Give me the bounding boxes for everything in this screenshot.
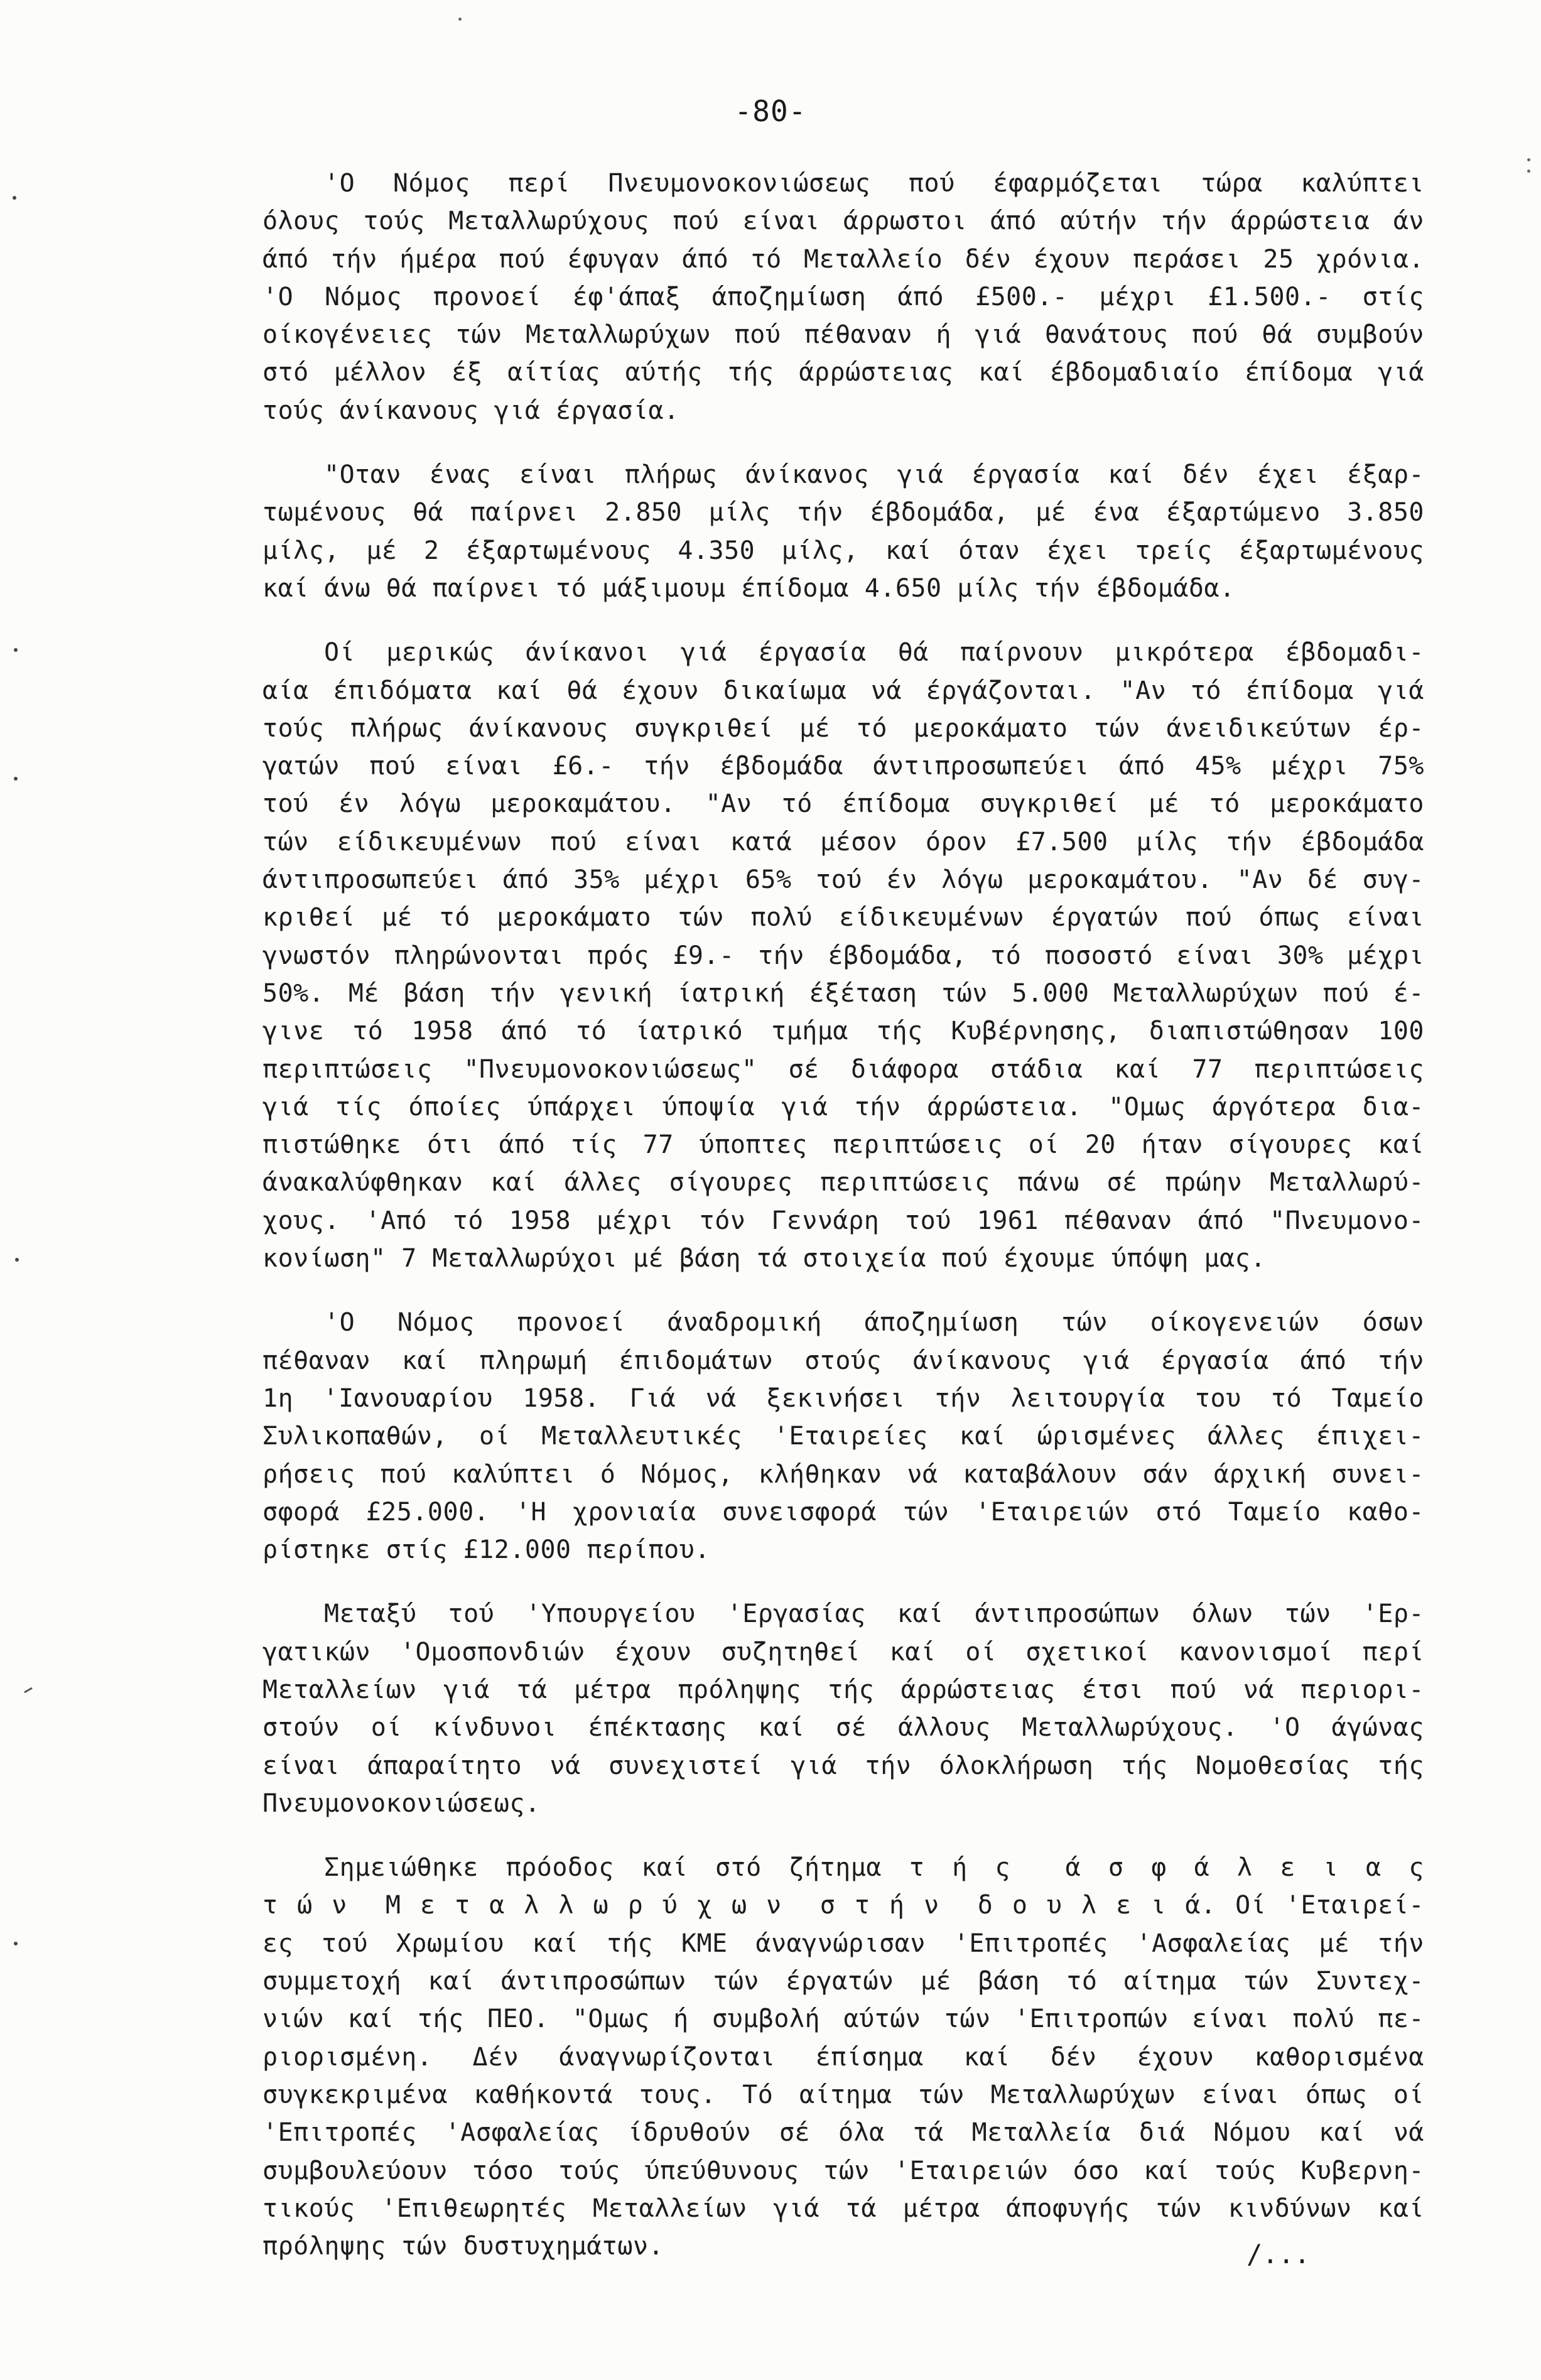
- scan-speck: [1527, 170, 1530, 173]
- text-line: περιπτώσεις "Πνευμονοκονιώσεως" σέ διάφορα στάδια καί 77 περιπτώσεις: [262, 1054, 1424, 1084]
- text-line: 50%. Μέ βάση τήν γενική ίατρική έξέταση τών 5.000 Μεταλλωρύχων πού έ-: [262, 978, 1424, 1008]
- paragraph-4: [262, 1304, 1424, 1569]
- text-line: γατικών 'Ομοσπονδιών έχουν συζητηθεί καί οί σχετικοί κανονισμοί περί: [262, 1637, 1424, 1667]
- paragraph-6: [262, 1849, 1424, 2265]
- text-line: τούς άνίκανους γιά έργασία.: [262, 396, 679, 425]
- text-line: Πνευμονοκονιώσεως.: [262, 1788, 541, 1818]
- scan-speck: [14, 777, 18, 781]
- paragraph-3: [262, 634, 1424, 1277]
- paragraph-1: [262, 165, 1424, 430]
- text-line: όλους τούς Μεταλλωρύχους πού είναι άρρωστοι άπό αύτήν τήν άρρώστεια άν: [262, 207, 1424, 236]
- text-line: "Οταν ένας είναι πλήρως άνίκανος γιά έργασία καί δέν έχει έξαρ-: [324, 460, 1424, 490]
- scan-speck: [458, 18, 462, 21]
- text-line: χους. 'Από τό 1958 μέχρι τόν Γεννάρη τού 1961 πέθαναν άπό "Πνευμονο-: [262, 1206, 1424, 1235]
- text-line: πέθαναν καί πληρωμή έπιδομάτων στούς άνίκανους γιά έργασία άπό τήν: [262, 1346, 1424, 1375]
- text-line: σφορά £25.000. 'Η χρονιαία συνεισφορά τών 'Εταιρειών στό Ταμείο καθο-: [262, 1497, 1424, 1527]
- text-line: 1η 'Ιανουαρίου 1958. Γιά νά ξεκινήσει τήν λειτουργία του τό Ταμείο: [262, 1383, 1424, 1413]
- scan-speck: [14, 1942, 18, 1945]
- text-line: τωμένους θά παίρνει 2.850 μίλς τήν έβδομάδα, μέ ένα έξαρτώμενο 3.850: [262, 498, 1424, 527]
- scan-speck: [14, 648, 18, 652]
- text-line: ρήσεις πού καλύπτει ό Νόμος, κλήθηκαν νά καταβάλουν σάν άρχική συνει-: [262, 1459, 1424, 1489]
- text-line: άπό τήν ήμέρα πού έφυγαν άπό τό Μεταλλείο δέν έχουν περάσει 25 χρόνια.: [262, 244, 1424, 274]
- text-line: 'Επιτροπές 'Ασφαλείας ίδρυθούν σέ όλα τά Μεταλλεία διά Νόμου καί νά: [262, 2118, 1424, 2148]
- text-line: γιά τίς όποίες ύπάρχει ύποψία γιά τήν άρρώστεια. "Ομως άργότερα δια-: [262, 1092, 1424, 1122]
- text-line: μίλς, μέ 2 έξαρτωμένους 4.350 μίλς, καί όταν έχει τρείς έξαρτωμένους: [262, 536, 1424, 565]
- text-line: Οί μερικώς άνίκανοι γιά έργασία θά παίρνουν μικρότερα έβδομαδι-: [324, 638, 1424, 668]
- text-line: τ ώ ν Μ ε τ α λ λ ω ρ ύ χ ω ν σ τ ή ν δ ο υ λ ε ι ά. Οί 'Εταιρεί-: [262, 1891, 1424, 1920]
- text-line: τού έν λόγω μεροκαμάτου. "Αν τό έπίδομα συγκριθεί μέ τό μεροκάματο: [262, 789, 1424, 819]
- text-line: ρίστηκε στίς £12.000 περίπου.: [262, 1535, 710, 1565]
- text-line: ριορισμένη. Δέν άναγνωρίζονται έπίσημα καί δέν έχουν καθορισμένα: [262, 2042, 1424, 2072]
- text-line: ες τού Χρωμίου καί τής ΚΜΕ άναγνώρισαν 'Επιτροπές 'Ασφαλείας μέ τήν: [262, 1928, 1424, 1958]
- text-line: πρόληψης τών δυστυχημάτων.: [262, 2232, 664, 2261]
- text-line: στούν οί κίνδυνοι έπέκτασης καί σέ άλλους Μεταλλωρύχους. 'Ο άγώνας: [262, 1713, 1424, 1743]
- text-line: 'Ο Νόμος περί Πνευμονοκονιώσεως πού έφαρμόζεται τώρα καλύπτει: [324, 169, 1424, 198]
- text-line: Συλικοπαθών, οί Μεταλλευτικές 'Εταιρείες καί ώρισμένες άλλες έπιχει-: [262, 1422, 1424, 1451]
- scan-speck: [1527, 158, 1530, 161]
- scan-speck: [13, 196, 16, 200]
- text-line: αία έπιδόματα καί θά έχουν δικαίωμα νά έργάζονται. "Αν τό έπίδομα γιά: [262, 676, 1424, 705]
- scan-speck: [24, 1687, 33, 1694]
- text-line: 'Ο Νόμος προνοεί έφ'άπαξ άποζημίωση άπό £500.- μέχρι £1.500.- στίς: [262, 282, 1424, 311]
- continuation-mark: /...: [1246, 2239, 1311, 2269]
- text-line: τικούς 'Επιθεωρητές Μεταλλείων γιά τά μέτρα άποφυγής τών κινδύνων καί: [262, 2193, 1424, 2223]
- scan-speck: [15, 1258, 19, 1262]
- body-text: [262, 165, 1424, 2291]
- text-line: συμβουλεύουν τόσο τούς ύπεύθυνους τών 'Εταιρειών όσο καί τούς Κυβερνη-: [262, 2156, 1424, 2185]
- text-line: οίκογένειες τών Μεταλλωρύχων πού πέθαναν ή γιά θανάτους πού θά συμβούν: [262, 320, 1424, 350]
- text-line: Μεταξύ τού 'Υπουργείου 'Εργασίας καί άντιπροσώπων όλων τών 'Ερ-: [324, 1599, 1424, 1629]
- text-line: κριθεί μέ τό μεροκάματο τών πολύ είδικευμένων έργατών πού όπως είναι: [262, 903, 1424, 933]
- text-line: άντιπροσωπεύει άπό 35% μέχρι 65% τού έν λόγω μεροκαμάτου. "Αν δέ συγ-: [262, 865, 1424, 895]
- text-line: κονίωση" 7 Μεταλλωρύχοι μέ βάση τά στοιχεία πού έχουμε ύπόψη μας.: [262, 1244, 1266, 1274]
- text-line: 'Ο Νόμος προνοεί άναδρομική άποζημίωση τών οίκογενειών όσων: [324, 1308, 1424, 1338]
- text-line: είναι άπαραίτητο νά συνεχιστεί γιά τήν όλοκλήρωση τής Νομοθεσίας τής: [262, 1751, 1424, 1780]
- text-line: συμμετοχή καί άντιπροσώπων τών έργατών μέ βάση τό αίτημα τών Συντεχ-: [262, 1967, 1424, 1996]
- text-line: Μεταλλείων γιά τά μέτρα πρόληψης τής άρρώστειας έτσι πού νά περιορι-: [262, 1675, 1424, 1704]
- text-line: Σημειώθηκε πρόοδος καί στό ζήτημα τ ή ς ά σ φ ά λ ε ι α ς: [324, 1853, 1424, 1883]
- text-line: τούς πλήρως άνίκανους συγκριθεί μέ τό μεροκάματο τών άνειδικεύτων έρ-: [262, 713, 1424, 743]
- text-line: γατών πού είναι £6.- τήν έβδομάδα άντιπροσωπεύει άπό 45% μέχρι 75%: [262, 752, 1424, 781]
- text-line: νιών καί τής ΠΕΟ. "Ομως ή συμβολή αύτών τών 'Επιτροπών είναι πολύ πε-: [262, 2004, 1424, 2034]
- page-number: -80-: [734, 94, 807, 128]
- text-line: καί άνω θά παίρνει τό μάξιμουμ έπίδομα 4.650 μίλς τήν έβδομάδα.: [262, 573, 1235, 603]
- paragraph-5: [262, 1595, 1424, 1822]
- text-line: γινε τό 1958 άπό τό ίατρικό τμήμα τής Κυβέρνησης, διαπιστώθησαν 100: [262, 1017, 1424, 1046]
- text-line: πιστώθηκε ότι άπό τίς 77 ύποπτες περιπτώσεις οί 20 ήταν σίγουρες καί: [262, 1130, 1424, 1160]
- text-line: συγκεκριμένα καθήκοντά τους. Τό αίτημα τών Μεταλλωρύχων είναι όπως οί: [262, 2080, 1424, 2109]
- text-line: γνωστόν πληρώνονται πρός £9.- τήν έβδομάδα, τό ποσοστό είναι 30% μέχρι: [262, 941, 1424, 970]
- paragraph-2: [262, 456, 1424, 607]
- text-line: άνακαλύφθηκαν καί άλλες σίγουρες περιπτώσεις πάνω σέ πρώην Μεταλλωρύ-: [262, 1168, 1424, 1198]
- text-line: τών είδικευμένων πού είναι κατά μέσον όρον £7.500 μίλς τήν έβδομάδα: [262, 827, 1424, 857]
- text-line: στό μέλλον έξ αίτίας αύτής τής άρρώστειας καί έβδομαδιαίο έπίδομα γιά: [262, 358, 1424, 387]
